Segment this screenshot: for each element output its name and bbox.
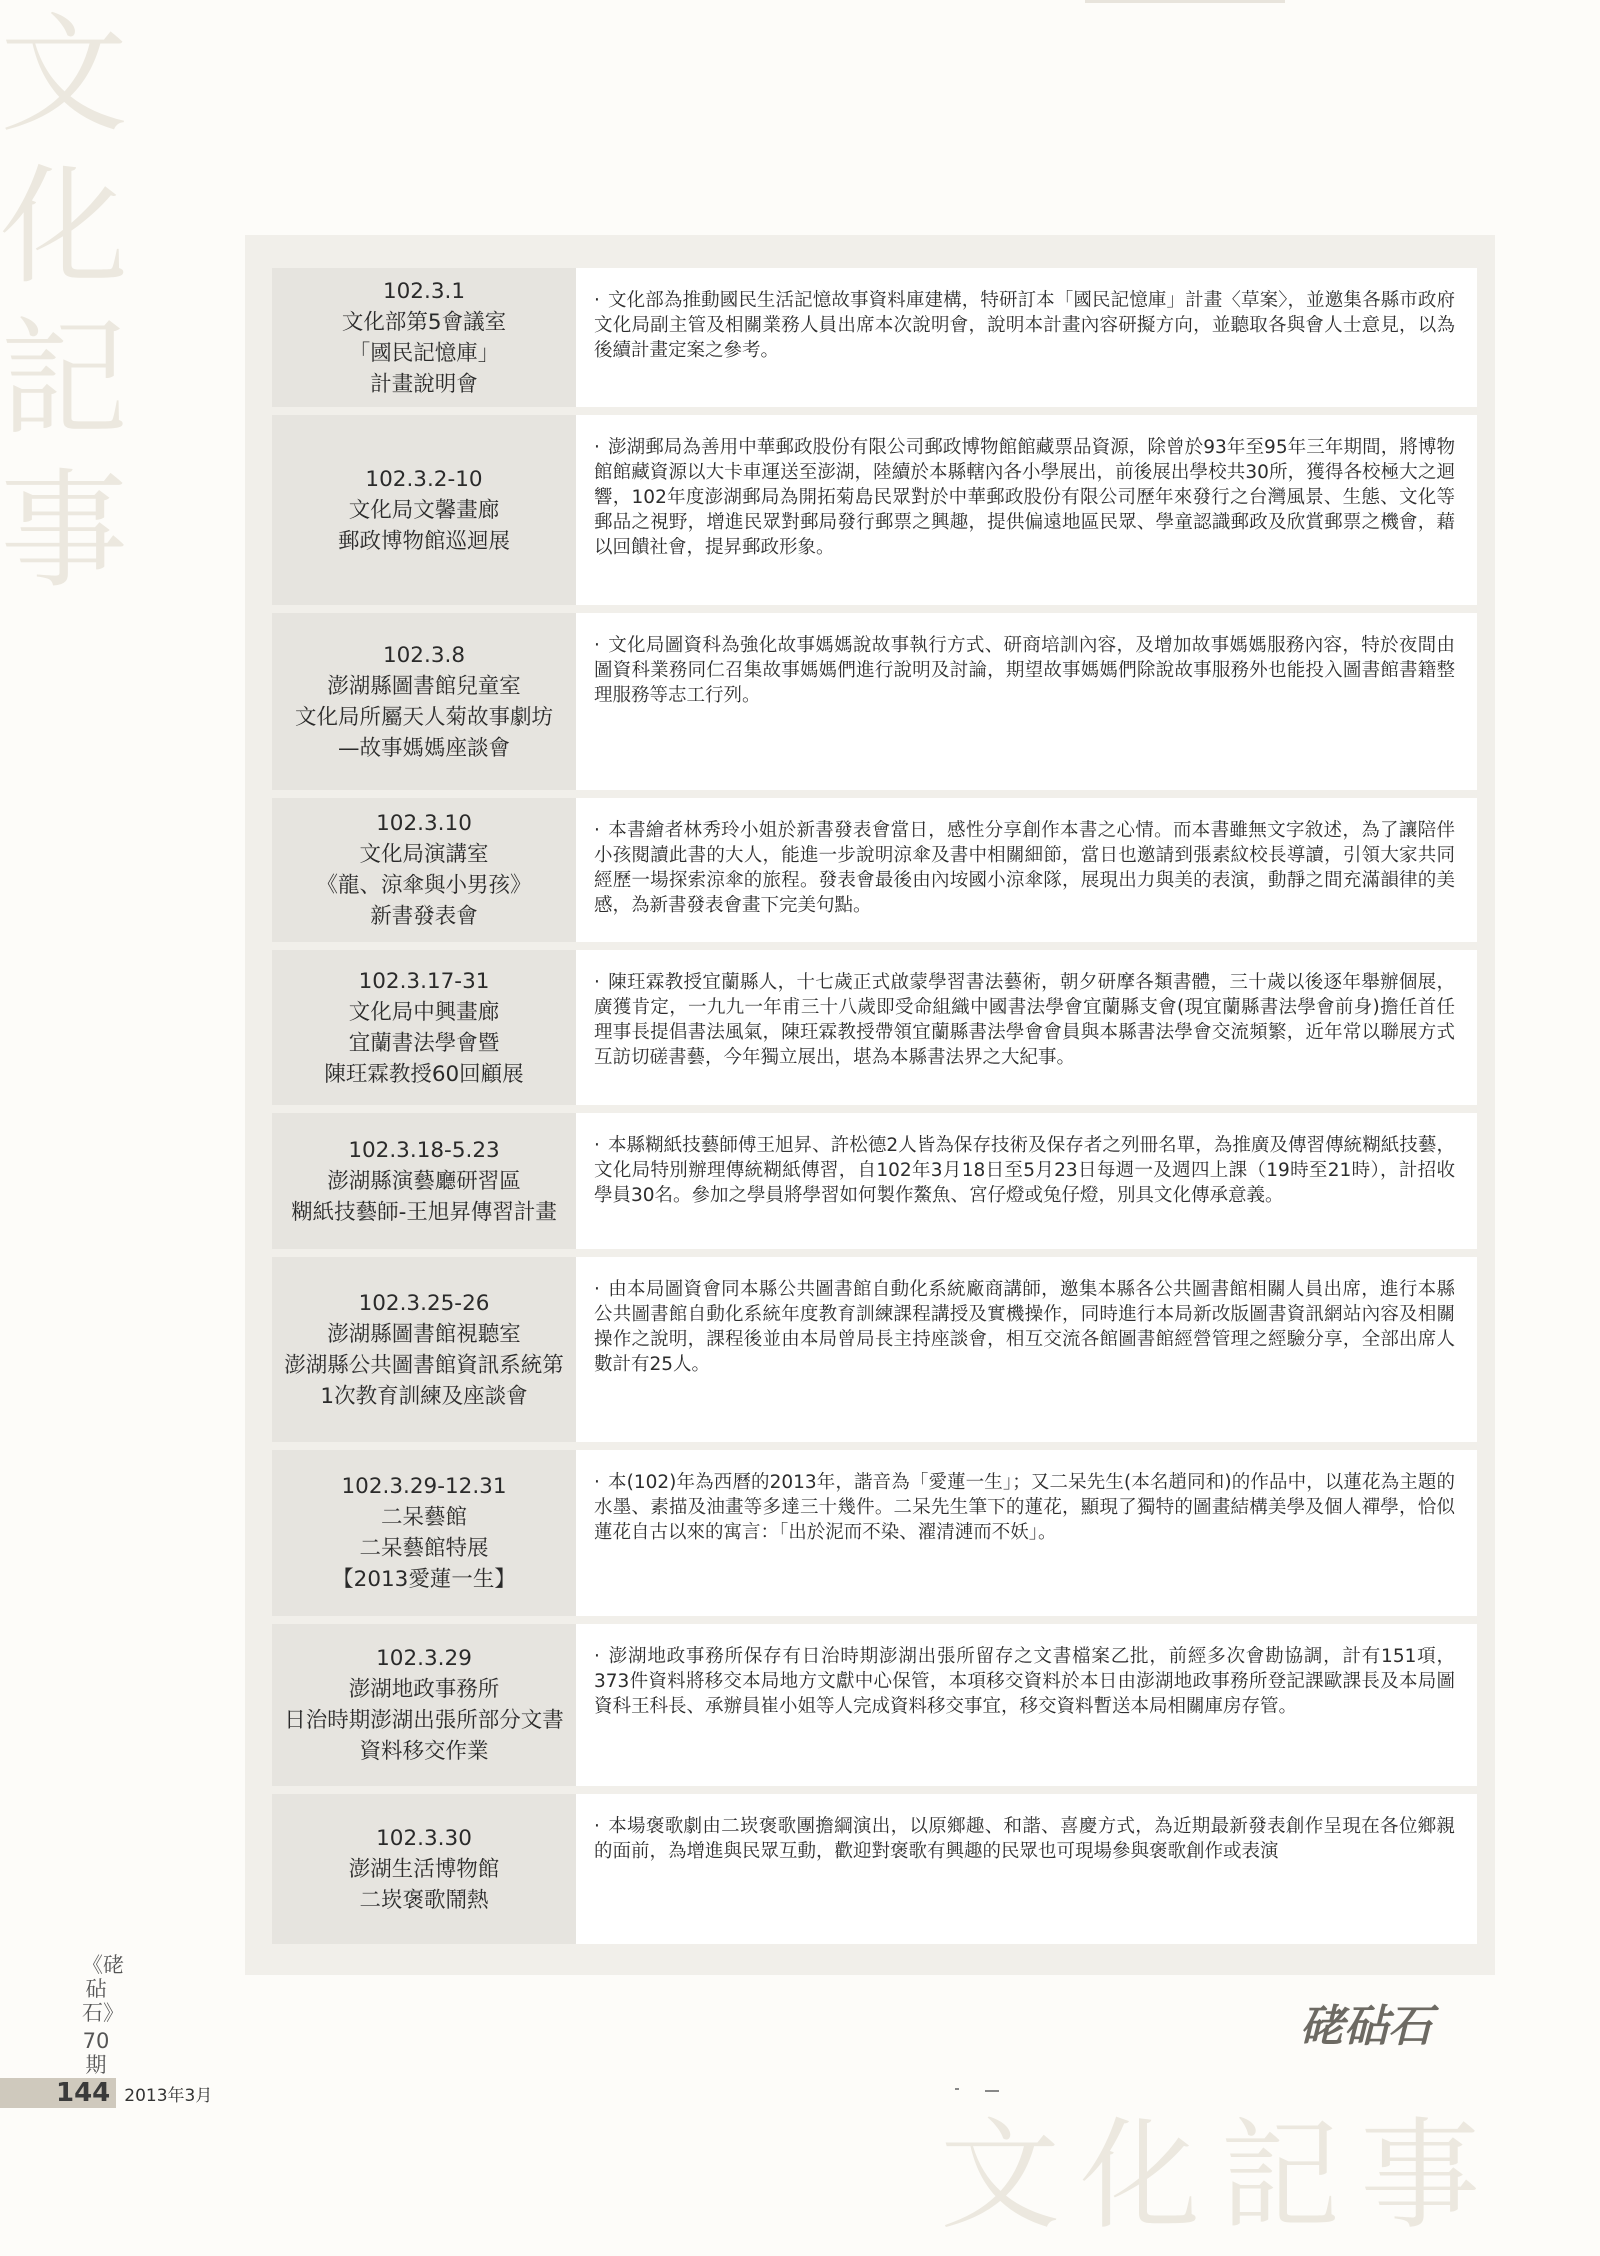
event-title-line: 澎湖縣圖書館兒童室 — [327, 673, 521, 699]
event-title-line: 文化部第5會議室 — [341, 309, 507, 335]
event-description: 澎湖地政事務所保存有日治時期澎湖出張所留存之文書檔案乙批，前經多次會勘協調，計有151項，373件資料將移交本局地方文獻中心保管，本項移交資料於本日由澎湖地政事務所登記課歐課長及本局圖資科王科長、承辦員崔小姐等人完成資料移交事宜，移交資料暫送本局相關庫房存管。 — [594, 1646, 1455, 1717]
event-date: 102.3.1 — [382, 278, 466, 304]
event-title-line: 陳玨霖教授60回顧展 — [324, 1061, 524, 1087]
event-date-venue-cell — [272, 268, 576, 407]
bullet-icon: · — [594, 1646, 600, 1667]
event-title-line: 澎湖縣演藝廳研習區 — [327, 1168, 521, 1194]
table-row — [272, 1450, 1477, 1616]
table-row — [272, 798, 1477, 942]
event-description: 文化部為推動國民生活記憶故事資料庫建構，特研訂本「國民記憶庫」計畫〈草案〉，並邀集各縣市政府文化局副主管及相關業務人員出席本次說明會，說明本計畫內容研擬方向，並聽取各與會人士意見，以為後續計畫定案之參考。 — [594, 290, 1455, 361]
event-title-line: 文化局演講室 — [359, 842, 489, 867]
bullet-icon: · — [594, 437, 600, 458]
table-row — [272, 415, 1477, 605]
bullet-icon: · — [594, 1135, 600, 1156]
bullet-icon: · — [594, 1816, 600, 1837]
bullet-icon: · — [594, 290, 600, 311]
table-row — [272, 950, 1477, 1105]
bullet-icon: · — [594, 635, 600, 656]
event-title-line: 澎湖縣公共圖書館資訊系統第 — [284, 1352, 564, 1378]
event-description-cell — [576, 613, 1477, 790]
magazine-brand-logo: 硓砧石 — [1300, 2001, 1432, 2052]
event-description: 本書繪者林秀玲小姐於新書發表會當日，感性分享創作本書之心情。而本書雖無文字敘述，為了讓陪伴小孩閱讀此書的大人，能進一步說明涼傘及書中相關細節，當日也邀請到張素紋校長導讀，引領大家共同經歷一場探索涼傘的旅程。發表會最後由內垵國小涼傘隊，展現出力與美的表演，動靜之間充滿韻律的美感，為新書發表會畫下完美句點。 — [594, 820, 1455, 916]
event-title-line: 「國民記憶庫」 — [348, 340, 500, 366]
event-date: 102.3.8 — [382, 642, 466, 668]
event-title-line: 資料移交作業 — [359, 1739, 489, 1764]
event-title-line: 澎湖縣圖書館視聽室 — [327, 1321, 521, 1347]
event-title-line: 計畫說明會 — [370, 371, 478, 397]
event-title-line: 澎湖生活博物館 — [348, 1856, 500, 1882]
event-title-line: 糊紙技藝師-王旭昇傳習計畫 — [291, 1199, 557, 1225]
event-title-line: 二呆藝館特展 — [359, 1536, 489, 1561]
event-date-venue-cell — [272, 1794, 576, 1944]
watermark-char: 化 — [0, 153, 129, 302]
bullet-icon: · — [594, 1279, 600, 1300]
event-date-venue-cell — [272, 415, 576, 605]
event-title-line: 宜蘭書法學會暨 — [348, 1030, 500, 1056]
event-description-cell — [576, 1450, 1477, 1616]
event-description: 陳玨霖教授宜蘭縣人，十七歲正式啟蒙學習書法藝術，朝夕研摩各類書體，三十歲以後逐年舉辦個展，廣獲肯定，一九九一年甫三十八歲即受命組織中國書法學會宜蘭縣支會(現宜蘭縣書法學會前身)擔任首任理事長提倡書法風氣，陳玨霖教授帶領宜蘭縣書法學會會員與本縣書法學會交流頻繁，近年常以聯展方式互訪切磋書藝，今年獨立展出，堪為本縣書法界之大紀事。 — [594, 972, 1455, 1068]
event-description: 文化局圖資科為強化故事媽媽說故事執行方式、研商培訓內容，及增加故事媽媽服務內容，特於夜間由圖資科業務同仁召集故事媽媽們進行說明及討論，期望故事媽媽們除說故事服務外也能投入圖書館書籍整理服務等志工行列。 — [594, 635, 1455, 706]
event-description: 本(102)年為西曆的2013年，諧音為「愛蓮一生」；又二呆先生(本名趙同和)的作品中，以蓮花為主題的水墨、素描及油畫等多達三十幾件。二呆先生筆下的蓮花，顯現了獨特的圖畫結構美學及個人禪學，恰似蓮花自古以來的寓言：「出於泥而不染、濯清漣而不妖」。 — [594, 1472, 1455, 1543]
page-number: 144 — [0, 2078, 116, 2108]
event-description-cell — [576, 1624, 1477, 1786]
table-row — [272, 1257, 1477, 1442]
table-row — [272, 1624, 1477, 1786]
print-speck — [985, 2090, 999, 2092]
print-speck — [955, 2088, 959, 2090]
event-description-cell — [576, 1794, 1477, 1944]
event-date: 102.3.17-31 — [358, 968, 490, 994]
table-row — [272, 613, 1477, 790]
event-date-venue-cell — [272, 1257, 576, 1442]
event-title-line: 郵政博物館巡迴展 — [337, 528, 510, 554]
issue-date: 2013年3月 — [124, 2085, 213, 2106]
event-title-line: 日治時期澎湖出張所部分文書 — [284, 1708, 564, 1733]
event-description-cell — [576, 950, 1477, 1105]
event-title-line: 文化局中興畫廊 — [348, 999, 500, 1025]
magazine-name: 《硓砧石》 — [82, 1953, 124, 2025]
event-title-line: 文化局文馨畫廊 — [348, 497, 500, 523]
event-date: 102.3.18-5.23 — [348, 1137, 500, 1163]
event-title-line: 1次教育訓練及座談會 — [320, 1383, 528, 1409]
event-date-venue-cell — [272, 613, 576, 790]
event-description: 本場褒歌劇由二崁褒歌團擔綱演出，以原鄉趣、和諧、喜慶方式，為近期最新發表創作呈現在各位鄉親的面前，為增進與民眾互動，歡迎對褒歌有興趣的民眾也可現場參與褒歌創作或表演 — [594, 1816, 1455, 1862]
event-description-cell — [576, 1257, 1477, 1442]
event-date-venue-cell — [272, 1450, 576, 1616]
event-table — [272, 268, 1477, 1952]
event-date-venue-cell — [272, 1624, 576, 1786]
event-date-venue-cell — [272, 950, 576, 1105]
watermark-char: 記 — [0, 305, 129, 454]
event-title-line: —故事媽媽座談會 — [337, 735, 510, 761]
page-folio — [0, 2078, 240, 2108]
watermark-char: 文 — [0, 1, 129, 150]
event-title-line: 二崁褒歌鬧熱 — [359, 1887, 489, 1913]
event-description: 本縣糊紙技藝師傅王旭昇、許松德2人皆為保存技術及保存者之列冊名單，為推廣及傳習傳統糊紙技藝，文化局特別辦理傳統糊紙傳習，自102年3月18日至5月23日每週一及週四上課（19時至21時），計招收學員30名。參加之學員將學習如何製作鰲魚、宮仔燈或兔仔燈，別具文化傳承意義。 — [594, 1135, 1455, 1206]
issue-number: 70期 — [82, 2029, 110, 2077]
table-row — [272, 1794, 1477, 1944]
event-date: 102.3.29 — [376, 1646, 472, 1671]
event-title-line: 文化局所屬天人菊故事劇坊 — [294, 704, 553, 730]
table-row — [272, 1113, 1477, 1249]
event-title-line: 二呆藝館 — [380, 1505, 467, 1530]
event-description-cell — [576, 798, 1477, 942]
watermark-title-vertical — [0, 0, 129, 608]
event-date: 102.3.10 — [376, 811, 472, 836]
event-title-line: 《龍、涼傘與小男孩》 — [316, 873, 532, 898]
event-title-line: 【2013愛蓮一生】 — [332, 1567, 516, 1592]
bullet-icon: · — [594, 972, 600, 993]
top-edge-mark — [1085, 0, 1285, 13]
event-description-cell — [576, 268, 1477, 407]
event-title-line: 澎湖地政事務所 — [348, 1677, 500, 1702]
event-date: 102.3.29-12.31 — [341, 1474, 507, 1499]
event-date: 102.3.25-26 — [358, 1290, 490, 1316]
event-date: 102.3.30 — [376, 1825, 472, 1851]
event-description-cell — [576, 415, 1477, 605]
bullet-icon: · — [594, 820, 600, 841]
event-title-line: 新書發表會 — [370, 904, 478, 929]
magazine-name-vertical — [82, 1953, 124, 2077]
watermark-section-title: 文化記事 — [940, 2107, 1500, 2246]
event-date: 102.3.2-10 — [365, 466, 483, 492]
event-date-venue-cell — [272, 1113, 576, 1249]
event-date-venue-cell — [272, 798, 576, 942]
event-description: 由本局圖資會同本縣公共圖書館自動化系統廠商講師，邀集本縣各公共圖書館相關人員出席，進行本縣公共圖書館自動化系統年度教育訓練課程講授及實機操作，同時進行本局新改版圖書資訊網站內容及相關操作之說明，課程後並由本局曾局長主持座談會，相互交流各館圖書館經營管理之經驗分享，全部出席人數計有25人。 — [594, 1279, 1455, 1375]
event-description-cell — [576, 1113, 1477, 1249]
table-row — [272, 268, 1477, 407]
event-description: 澎湖郵局為善用中華郵政股份有限公司郵政博物館館藏票品資源，除曾於93年至95年三年期間，將博物館館藏資源以大卡車運送至澎湖，陸續於本縣轄內各小學展出，前後展出學校共30所，獲得各校極大之迴響，102年度澎湖郵局為開拓菊島民眾對於中華郵政股份有限公司歷年來發行之台灣風景、生態、文化等郵品之視野，增進民眾對郵局發行郵票之興趣，提供偏遠地區民眾、學童認識郵政及欣賞郵票之機會，藉以回饋社會，提昇郵政形象。 — [594, 437, 1455, 558]
bullet-icon: · — [594, 1472, 600, 1493]
watermark-char: 事 — [0, 457, 129, 606]
